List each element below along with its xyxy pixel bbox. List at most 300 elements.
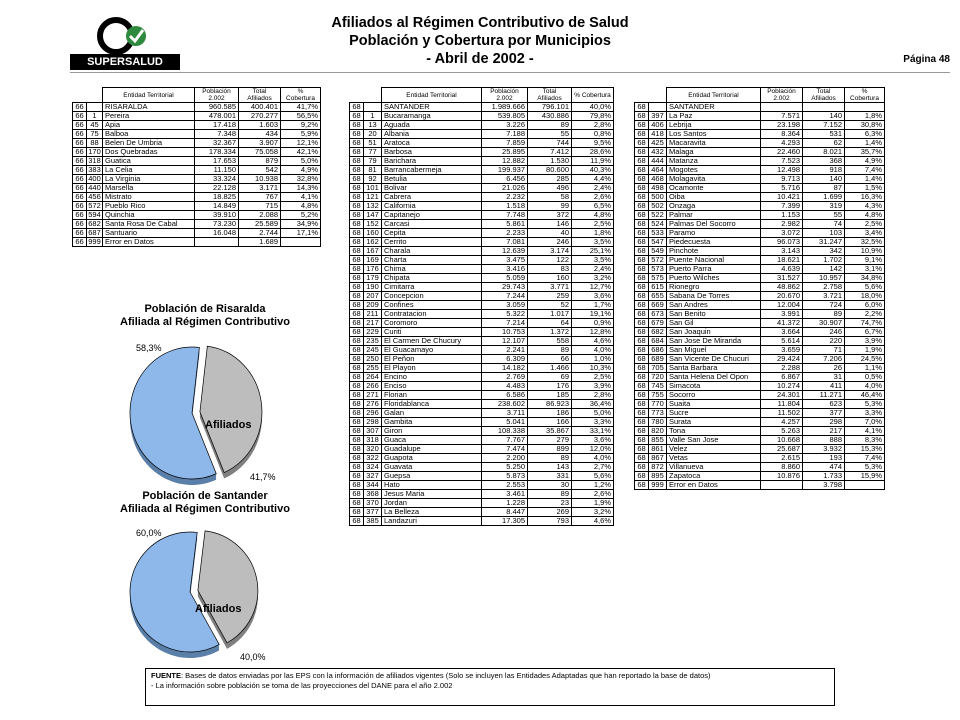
cell-dept: 68 — [350, 364, 364, 373]
cell-affiliates: 166 — [528, 418, 572, 427]
table-row — [635, 130, 885, 139]
cell-dept: 68 — [635, 418, 649, 427]
cell-population: 10.876 — [761, 472, 803, 481]
table-row — [635, 112, 885, 121]
cell-affiliates: 83 — [528, 265, 572, 274]
cell-population: 73.230 — [195, 220, 239, 229]
cell-code: 425 — [649, 139, 667, 148]
cell-population: 8.447 — [482, 508, 528, 517]
cell-dept: 68 — [635, 355, 649, 364]
table-row — [350, 418, 614, 427]
cell-name: Concepcion — [382, 292, 482, 301]
cell-population: 4.257 — [761, 418, 803, 427]
cell-code: 217 — [364, 319, 382, 328]
cell-code: 298 — [364, 418, 382, 427]
table-row — [73, 103, 321, 112]
table-row — [350, 427, 614, 436]
cell-code: 211 — [364, 310, 382, 319]
cell-name: Balboa — [103, 130, 195, 139]
cell-dept: 68 — [350, 418, 364, 427]
cell-population: 33.324 — [195, 175, 239, 184]
cell-dept: 68 — [350, 247, 364, 256]
cell-code: 383 — [88, 165, 101, 174]
cell-population: 7.399 — [761, 202, 803, 211]
cell-coverage: 1,4% — [845, 175, 885, 184]
cell-affiliates: 11.271 — [803, 391, 845, 400]
table-row — [635, 310, 885, 319]
cell-code: 533 — [649, 229, 667, 238]
cell-affiliates: 285 — [528, 175, 572, 184]
cell-dept: 68 — [350, 229, 364, 238]
cell-dept: 68 — [635, 373, 649, 382]
cell-name: Aratoca — [382, 139, 482, 148]
cell-dept: 68 — [350, 355, 364, 364]
cell-coverage: 4,6% — [572, 517, 614, 526]
source-footer — [145, 668, 835, 706]
cell-code: 1 — [87, 112, 103, 121]
cell-affiliates: 64 — [528, 319, 572, 328]
cell-code: 572 — [649, 256, 667, 265]
table-row — [350, 292, 614, 301]
cell-dept: 66 — [73, 211, 87, 220]
col-total: Total Afiliados — [803, 88, 845, 103]
cell-coverage: 40,3% — [572, 166, 614, 175]
cell-population: 8.860 — [761, 463, 803, 472]
cell-dept: 68 — [350, 499, 364, 508]
cell-coverage: 7,0% — [845, 418, 885, 427]
cell-code: 773 — [649, 409, 667, 418]
pie-label: 58,3% — [136, 343, 162, 353]
table-row — [350, 211, 614, 220]
cell-name: Macaravita — [667, 139, 761, 148]
cell-dept: 68 — [635, 256, 649, 265]
cell-code: 296 — [364, 409, 382, 418]
table-row — [350, 409, 614, 418]
cell-affiliates: 3.721 — [803, 292, 845, 301]
cell-population: 108.338 — [482, 427, 528, 436]
cell-dept: 68 — [350, 202, 364, 211]
pie-callout: Afiliados — [205, 419, 252, 431]
cell-population: 6.586 — [482, 391, 528, 400]
cell-code: 266 — [364, 382, 382, 391]
cell-dept: 68 — [635, 238, 649, 247]
cell-code: 755 — [649, 391, 667, 400]
cell-coverage: 3,6% — [572, 436, 614, 445]
cell-population: 5.614 — [761, 337, 803, 346]
logo-text: SUPERSALUD — [87, 56, 163, 68]
cell-population: 7.474 — [482, 445, 528, 454]
table-row — [635, 445, 885, 454]
cell-code: 147 — [364, 211, 382, 220]
cell-population: 32.367 — [195, 139, 239, 148]
cell-population: 6.867 — [761, 373, 803, 382]
cell-affiliates: 3.174 — [528, 247, 572, 256]
cell-name: Mogotes — [667, 166, 761, 175]
cell-affiliates: 55 — [528, 130, 572, 139]
cell-dept: 66 — [73, 121, 87, 130]
cell-code: 770 — [649, 400, 667, 409]
cell-affiliates: 103 — [803, 229, 845, 238]
cell-code: 88 — [87, 139, 103, 148]
table-row — [635, 220, 885, 229]
pie-label: 40,0% — [240, 652, 266, 662]
cell-affiliates: 71 — [803, 346, 845, 355]
cell-coverage: 1,9% — [572, 499, 614, 508]
cell-affiliates: 879 — [239, 157, 281, 166]
title-line-1: Afiliados al Régimen Contributivo de Salud — [331, 15, 629, 31]
cell-code: 207 — [364, 292, 382, 301]
table-row — [350, 220, 614, 229]
cell-coverage: 6,3% — [845, 130, 885, 139]
table-row — [73, 184, 321, 193]
cell-coverage: 32,5% — [845, 238, 885, 247]
footer-line-2: - La información sobre población se toma de las proyecciones del DANE para el año 2.002 — [151, 681, 453, 690]
cell-dept: 68 — [635, 220, 649, 229]
cell-name: Cabrera — [382, 193, 482, 202]
cell-name: San Benito — [667, 310, 761, 319]
pie-santander-title — [70, 490, 340, 516]
cell-dept: 66 — [73, 103, 87, 112]
cell-coverage: 41,7% — [281, 103, 321, 112]
table-row — [350, 346, 614, 355]
cell-dept: 68 — [350, 409, 364, 418]
cell-coverage: 2,4% — [572, 184, 614, 193]
cell-population: 6.309 — [482, 355, 528, 364]
cell-coverage: 3,3% — [845, 409, 885, 418]
cell-coverage: 4,3% — [845, 202, 885, 211]
cell-dept: 68 — [350, 328, 364, 337]
cell-coverage: 1,8% — [845, 112, 885, 121]
cell-coverage: 4,8% — [281, 202, 321, 211]
cell-code: 324 — [364, 463, 382, 472]
table-row — [635, 391, 885, 400]
cell-population: 8.364 — [761, 130, 803, 139]
table-row — [635, 175, 885, 184]
cell-dept: 68 — [350, 256, 364, 265]
table-row — [635, 355, 885, 364]
cell-affiliates: 2.088 — [239, 211, 281, 220]
cell-affiliates: 400.401 — [239, 103, 281, 112]
cell-dept: 68 — [350, 112, 364, 121]
table-row — [73, 193, 321, 202]
cell-coverage: 1,8% — [572, 229, 614, 238]
cell-affiliates: 542 — [239, 166, 281, 175]
cell-coverage: 16,3% — [845, 193, 885, 202]
cell-coverage: 79,8% — [572, 112, 614, 121]
cell-affiliates: 30 — [528, 481, 572, 490]
cell-dept: 66 — [73, 184, 87, 193]
col-poblacion: Población 2.002 — [195, 88, 239, 103]
cell-name: San Miguel — [667, 346, 761, 355]
footer-label: FUENTE — [151, 671, 181, 680]
table-row — [635, 427, 885, 436]
cell-population: 7.859 — [482, 139, 528, 148]
cell-affiliates: 767 — [239, 193, 281, 202]
cell-code: 79 — [364, 157, 382, 166]
table-row — [635, 292, 885, 301]
cell-population: 17.418 — [195, 121, 239, 130]
table-row — [635, 274, 885, 283]
cell-code: 162 — [364, 238, 382, 247]
cell-affiliates: 3.771 — [528, 283, 572, 292]
cell-code: 522 — [649, 211, 667, 220]
cell-coverage: 25,1% — [572, 247, 614, 256]
cell-name: Paramo — [667, 229, 761, 238]
cell-population: 29.424 — [761, 355, 803, 364]
cell-code: 456 — [88, 192, 101, 201]
cell-name: El Playon — [382, 364, 482, 373]
table-row — [73, 238, 321, 247]
cell-coverage: 3,6% — [572, 292, 614, 301]
cell-coverage: 4,1% — [845, 427, 885, 436]
cell-code: 170 — [88, 147, 101, 156]
cell-dept: 68 — [635, 454, 649, 463]
cell-dept: 68 — [635, 400, 649, 409]
cell-coverage: 33,1% — [572, 427, 614, 436]
cell-name: Los Santos — [667, 130, 761, 139]
cell-population: 3.059 — [482, 301, 528, 310]
cell-name: Tona — [667, 427, 761, 436]
cell-name: Cepita — [382, 229, 482, 238]
cell-dept: 68 — [350, 130, 364, 139]
cell-name: Apia — [103, 121, 195, 130]
cell-dept: 68 — [350, 517, 364, 526]
cell-dept: 68 — [635, 193, 649, 202]
cell-affiliates: 62 — [803, 139, 845, 148]
cell-name: Error en Datos — [103, 238, 195, 247]
table-row — [350, 301, 614, 310]
cell-affiliates: 531 — [803, 130, 845, 139]
cell-coverage: 3,5% — [572, 256, 614, 265]
cell-population: 18.621 — [761, 256, 803, 265]
table-row — [350, 391, 614, 400]
cell-coverage: 18,0% — [845, 292, 885, 301]
cell-coverage: 1,9% — [845, 346, 885, 355]
cell-population: 6.456 — [482, 175, 528, 184]
cell-name: Barbosa — [382, 148, 482, 157]
cell-coverage: 4,1% — [281, 193, 321, 202]
cell-code: 209 — [364, 301, 382, 310]
cell-dept: 68 — [350, 274, 364, 283]
cell-code: 444 — [649, 157, 667, 166]
cell-code: 13 — [364, 121, 382, 130]
cell-name: Charta — [382, 256, 482, 265]
cell-dept: 68 — [350, 490, 364, 499]
cell-name: RISARALDA — [103, 103, 195, 112]
table-row — [635, 337, 885, 346]
cell-affiliates: 40 — [528, 229, 572, 238]
cell-dept: 68 — [350, 373, 364, 382]
cell-dept: 68 — [350, 103, 364, 112]
cell-code: 276 — [364, 400, 382, 409]
cell-population: 5.861 — [482, 220, 528, 229]
cell-affiliates: 26 — [803, 364, 845, 373]
cell-affiliates: 1.733 — [803, 472, 845, 481]
cell-coverage: 15,9% — [845, 472, 885, 481]
cell-code: 861 — [649, 445, 667, 454]
cell-population: 41.372 — [761, 319, 803, 328]
cell-name: Bolivar — [382, 184, 482, 193]
cell-code: 344 — [364, 481, 382, 490]
cell-affiliates: 35.867 — [528, 427, 572, 436]
cell-name: Oiba — [667, 193, 761, 202]
footer-line-1: : Bases de datos enviadas por las EPS con la información de afiliados vigentes (Solo se incluyen las Entidades Adaptadas que han reportado la base de datos) — [181, 671, 711, 680]
cell-code: 160 — [364, 229, 382, 238]
table-row — [635, 319, 885, 328]
cell-dept: 68 — [635, 283, 649, 292]
cell-affiliates: 176 — [528, 382, 572, 391]
table-row — [350, 319, 614, 328]
cell-coverage: 3,2% — [572, 274, 614, 283]
cell-dept: 68 — [635, 310, 649, 319]
cell-coverage: 9,1% — [845, 256, 885, 265]
cell-affiliates: 87 — [803, 184, 845, 193]
cell-coverage: 2,5% — [845, 220, 885, 229]
cell-affiliates: 146 — [528, 220, 572, 229]
cell-coverage: 2,2% — [845, 310, 885, 319]
cell-dept: 68 — [635, 364, 649, 373]
cell-coverage: 2,4% — [572, 265, 614, 274]
cell-coverage — [845, 481, 885, 490]
cell-name: Chima — [382, 265, 482, 274]
cell-coverage: 19,1% — [572, 310, 614, 319]
cell-coverage: 0,8% — [572, 130, 614, 139]
col-poblacion: Población 2.002 — [482, 88, 528, 103]
cell-population: 7.244 — [482, 292, 528, 301]
cell-dept: 66 — [73, 112, 87, 121]
cell-population: 5.250 — [482, 463, 528, 472]
cell-population: 22.460 — [761, 148, 803, 157]
table-row — [73, 148, 321, 157]
cell-code: 573 — [649, 265, 667, 274]
cell-coverage: 14,3% — [281, 184, 321, 193]
cell-coverage: 5,6% — [845, 283, 885, 292]
cell-coverage: 2,7% — [572, 463, 614, 472]
cell-coverage — [845, 103, 885, 112]
table-row — [350, 193, 614, 202]
table-row — [635, 193, 885, 202]
cell-coverage: 10,9% — [845, 247, 885, 256]
cell-code: 820 — [649, 427, 667, 436]
cell-affiliates: 246 — [528, 238, 572, 247]
cell-dept: 68 — [350, 265, 364, 274]
cell-coverage: 56,5% — [281, 112, 321, 121]
cell-code: 594 — [88, 210, 101, 219]
table-row — [350, 283, 614, 292]
cell-coverage: 2,5% — [572, 373, 614, 382]
cell-population: 2.232 — [482, 193, 528, 202]
table-row — [635, 301, 885, 310]
cell-code: 686 — [649, 346, 667, 355]
table-row — [635, 256, 885, 265]
cell-dept: 68 — [635, 445, 649, 454]
cell-name: Quinchia — [103, 211, 195, 220]
table-row — [635, 238, 885, 247]
cell-name: Rionegro — [667, 283, 761, 292]
cell-code: 92 — [364, 175, 382, 184]
cell-code: 179 — [364, 274, 382, 283]
cell-code: 745 — [649, 382, 667, 391]
table-row — [350, 148, 614, 157]
table-row — [635, 481, 885, 490]
cell-population: 10.668 — [761, 436, 803, 445]
cell-coverage: 2,6% — [572, 490, 614, 499]
cell-affiliates: 7.206 — [803, 355, 845, 364]
cell-affiliates: 23 — [528, 499, 572, 508]
cell-affiliates: 724 — [803, 301, 845, 310]
table-row — [350, 337, 614, 346]
cell-name: Guapota — [382, 454, 482, 463]
cell-dept: 68 — [350, 427, 364, 436]
cell-coverage: 24,5% — [845, 355, 885, 364]
cell-code: 855 — [649, 436, 667, 445]
cell-affiliates: 558 — [528, 337, 572, 346]
cell-dept: 68 — [635, 292, 649, 301]
cell-code: 464 — [649, 166, 667, 175]
cell-code: 229 — [364, 328, 382, 337]
cell-code: 689 — [649, 355, 667, 364]
cell-name: Enciso — [382, 382, 482, 391]
cell-population: 21.026 — [482, 184, 528, 193]
cell-population: 9.713 — [761, 175, 803, 184]
cell-dept: 68 — [635, 229, 649, 238]
cell-code: 245 — [364, 346, 382, 355]
cell-population: 7.767 — [482, 436, 528, 445]
cell-coverage: 15,3% — [845, 445, 885, 454]
table-row — [635, 382, 885, 391]
cell-population: 3.664 — [761, 328, 803, 337]
cell-code: 679 — [649, 319, 667, 328]
cell-affiliates: 888 — [803, 436, 845, 445]
cell-population: 10.421 — [761, 193, 803, 202]
cell-name: Matanza — [667, 157, 761, 166]
cell-population: 178.334 — [195, 148, 239, 157]
cell-name: Hato — [382, 481, 482, 490]
cell-name: Velez — [667, 445, 761, 454]
pie-chart-risaralda — [110, 335, 310, 485]
cell-code: 169 — [364, 256, 382, 265]
cell-code: 45 — [87, 121, 103, 130]
cell-population: 5.059 — [482, 274, 528, 283]
pie-label: 41,7% — [250, 472, 276, 482]
cell-code: 440 — [88, 183, 101, 192]
cell-population: 48.862 — [761, 283, 803, 292]
cell-code: 418 — [649, 130, 667, 139]
cell-code: 250 — [364, 355, 382, 364]
cell-code: 176 — [364, 265, 382, 274]
pie-risaralda-title-2: Afiliada al Régimen Contributivo — [120, 316, 290, 328]
cell-affiliates: 270.277 — [239, 112, 281, 121]
cell-affiliates: 793 — [528, 517, 572, 526]
table-row — [635, 121, 885, 130]
cell-dept: 68 — [635, 157, 649, 166]
cell-coverage: 36,4% — [572, 400, 614, 409]
cell-coverage: 11,9% — [572, 157, 614, 166]
cell-code: 669 — [649, 301, 667, 310]
cell-name: Confines — [382, 301, 482, 310]
table-row — [350, 256, 614, 265]
cell-dept: 66 — [73, 202, 87, 211]
cell-coverage: 0,9% — [572, 319, 614, 328]
table-row — [350, 103, 614, 112]
cell-code: 705 — [649, 364, 667, 373]
cell-name: Jesus Maria — [382, 490, 482, 499]
col-cobertura: % Cobertura — [572, 88, 614, 103]
cell-affiliates — [803, 103, 845, 112]
cell-dept: 66 — [73, 229, 87, 238]
col-cobertura: % Cobertura — [845, 88, 885, 103]
cell-coverage: 4,8% — [572, 211, 614, 220]
